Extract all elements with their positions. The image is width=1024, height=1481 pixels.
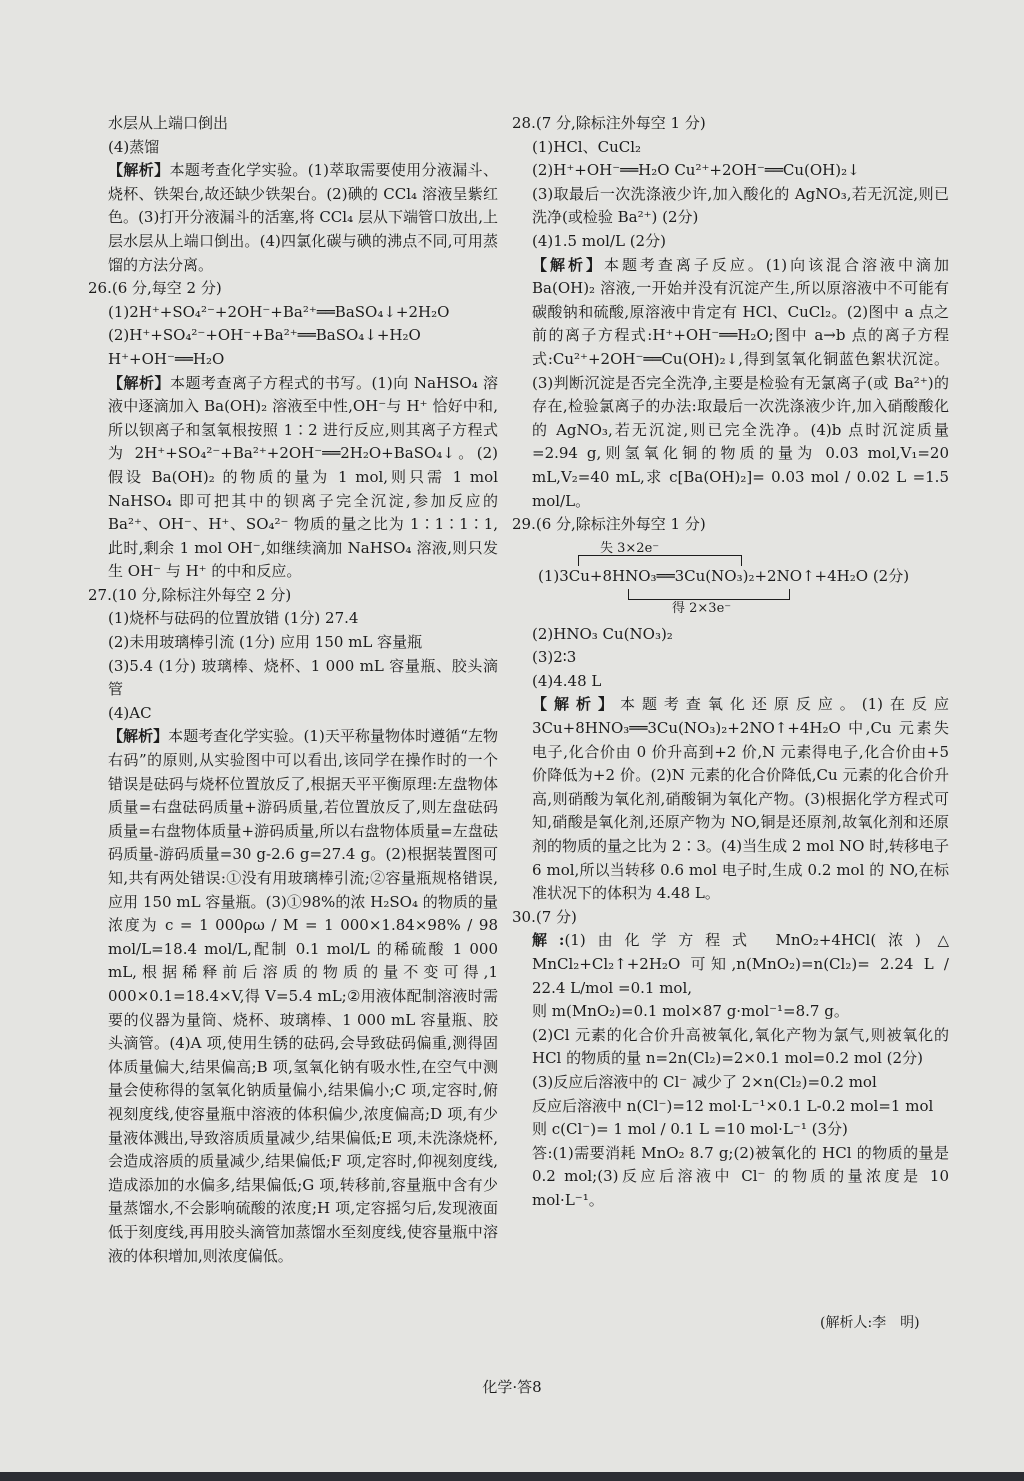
line-text: 答:(1)需要消耗 MnO₂ 8.7 g;(2)被氧化的 HCl 的物质的量是 0.2 mol;(3)反应后溶液中 Cl⁻ 的物质的量浓度是 10 mol·L⁻¹。 [532, 1143, 949, 1209]
line-text: 29.(6 分,除标注外每空 1 分) [512, 515, 706, 534]
line-text: (4)4.48 L [532, 671, 602, 690]
text-line [512, 1071, 949, 1095]
text-line [88, 136, 498, 160]
scan-edge [0, 1472, 1024, 1481]
line-text: 27.(10 分,除标注外每空 2 分) [88, 585, 292, 604]
text-line [512, 230, 949, 254]
text-line [512, 670, 949, 694]
line-text: (4)1.5 mol/L (2分) [532, 231, 666, 250]
text-line [88, 372, 498, 584]
text-line [512, 906, 949, 930]
text-line [512, 112, 949, 136]
text-line [88, 655, 498, 702]
text-line [88, 159, 498, 277]
line-text: 本题考查化学实验。(1)天平称量物体时遵循“左物右码”的原则,从实验图中可以看出,该同学在操作时的一个错误是砝码与烧杯位置放反了,根据天平平衡原理:左盘物体质量=右盘砝码质量+游码质量,若位置放反了,则左盘砝码质量=右盘物体质量+游码质量,所以右盘物体质量=左盘砝码质量-游码质量=30 g-2.6 g=27.4 g。(2)根据装置图可知,共有两处错误:①没有用玻璃棒引流;②容量瓶规格错误,应用 150 mL 容量瓶。(3)①98%的浓 H₂SO₄ 的物质的量浓度为 c = 1 000ρω / M = 1 000×1.84×98% / 98 mol/L=18.4 mol/L,配制 0.1 mol/L 的稀硫酸 1 000 mL,根据稀释前后溶质的物质的量不变可得,1 000×0.1=18.4×V,得 V=5.4 mL;②用液体配制溶液时需要的仪器为量筒、烧杯、玻璃棒、1 000 mL 容量瓶、胶头滴管。(4)A 项,使用生锈的砝码,会导致砝码偏重,测得固体质量偏大,结果偏高;B 项,氢氧化钠有吸水性,在空气中测量会使称得的氢氧化钠质量偏小,结果偏小;C 项,定容时,俯视刻度线,使容量瓶中溶液的体积偏少,浓度偏高;D 项,有少量液体溅出,导致溶质质量减少,结果偏低;E 项,未洗涤烧杯,会造成溶质的质量减少,结果偏低;F 项,定容时,仰视刻度线,造成添加的水偏多,结果偏低;G 项,转移前,容量瓶中含有少量蒸馏水,不会影响硫酸的浓度;H 项,定容摇匀后,发现液面低于刻度线,再用胶头滴管加蒸馏水至刻度线,使容量瓶中溶液的体积增加,则浓度偏低。 [108, 727, 498, 1265]
text-line [88, 702, 498, 726]
line-text: (3)取最后一次洗涤液少许,加入酸化的 AgNO₃,若无沉淀,则已洗净(或检验 Ba²⁺) (2分) [532, 184, 949, 227]
line-text: 水层从上端口倒出 [108, 114, 229, 132]
text-line [512, 623, 949, 647]
line-text: (4)AC [108, 703, 152, 722]
line-text: (3)反应后溶液中的 Cl⁻ 减少了 2×n(Cl₂)=0.2 mol [532, 1072, 877, 1091]
text-line [512, 1118, 949, 1142]
right-column-part-b [512, 623, 949, 1213]
line-text: 则 c(Cl⁻)= 1 mol / 0.1 L =10 mol·L⁻¹ (3分) [532, 1120, 848, 1139]
text-line [88, 348, 498, 372]
text-line [512, 513, 949, 537]
text-line [88, 607, 498, 631]
line-text: (3)2∶3 [532, 648, 577, 667]
right-column [512, 112, 949, 1213]
line-text: 则 m(MnO₂)=0.1 mol×87 g·mol⁻¹=8.7 g。 [532, 1002, 849, 1021]
electron-loss-label: 失 3×2e⁻ [600, 540, 660, 556]
line-text: H⁺+OH⁻══H₂O [108, 349, 225, 368]
line-text: (2)未用玻璃棒引流 (1分) 应用 150 mL 容量瓶 [108, 633, 423, 652]
analyst-credit: (解析人:李 明) [820, 1315, 920, 1331]
text-line [88, 277, 498, 301]
section-tag: 【解析】 [108, 373, 170, 392]
text-line [88, 631, 498, 655]
section-tag: 【解析】 [532, 255, 604, 274]
line-text: (1)2H⁺+SO₄²⁻+2OH⁻+Ba²⁺══BaSO₄↓+2H₂O [108, 302, 450, 321]
line-text: (2)H⁺+OH⁻══H₂O Cu²⁺+2OH⁻══Cu(OH)₂↓ [532, 161, 860, 180]
line-text: 26.(6 分,每空 2 分) [88, 279, 222, 298]
right-column-part-a [512, 112, 949, 537]
text-line [512, 1024, 949, 1071]
line-text: 本题考查氧化还原反应。(1)在反应 3Cu+8HNO₃══3Cu(NO₃)₂+2NO↑+4H₂O 中,Cu 元素失电子,化合价由 0 价升高到+2 价,N 元素得电子,化合价由+5 价降低为+2 价。(2)N 元素的化合价降低,Cu 元素的化合价升高,则硝酸为氧化剂,硝酸铜为氧化产物。(3)根据化学方程式可知,硝酸是氧化剂,还原产物为 NO,铜是还原剂,故氧化剂和还原剂的物质的量之比为 2∶3。(4)当生成 2 mol NO 时,转移电子 6 mol,所以当转移 0.6 mol 电子时,生成 0.2 mol 的 NO,在标准状况下的体积为 4.48 L。 [532, 695, 949, 903]
line-text: (2)H⁺+SO₄²⁻+OH⁻+Ba²⁺══BaSO₄↓+H₂O [108, 326, 421, 345]
line-text: (3)5.4 (1分) 玻璃棒、烧杯、1 000 mL 容量瓶、胶头滴管 [108, 656, 498, 699]
page-number: 化学·答8 [482, 1378, 542, 1396]
electron-transfer-diagram [512, 537, 949, 623]
text-line [88, 301, 498, 325]
line-text: 本题考查化学实验。(1)萃取需要使用分液漏斗、烧杯、铁架台,故还缺少铁架台。(2)碘的 CCl₄ 溶液呈紫红色。(3)打开分液漏斗的活塞,将 CCl₄ 层从下端管口放出,上层水层从上端口倒出。(4)四氯化碳与碘的沸点不同,可用蒸馏的方法分离。 [108, 161, 498, 274]
text-line [512, 254, 949, 514]
line-text: 本题考查离子反应。(1)向该混合溶液中滴加 Ba(OH)₂ 溶液,一开始并没有沉淀产生,所以原溶液中不可能有碳酸钠和硫酸,原溶液中肯定有 HCl、CuCl₂。(2)图中 a 点之前的离子方程式:H⁺+OH⁻══H₂O;图中 a→b 点的离子方程式:Cu²⁺+2OH⁻══Cu(OH)₂↓,得到氢氧化铜蓝色絮状沉淀。(3)判断沉淀是否完全洗净,主要是检验有无氯离子(或 Ba²⁺)的存在,检验氯离子的办法:取最后一次洗涤液少许,加入硝酸酸化的 AgNO₃,若无沉淀,则已完全洗净。(4)b 点时沉淀质量=2.94 g,则氢氧化铜的物质的量为 0.03 mol,V₁=20 mL,V₂=40 mL,求 c[Ba(OH)₂]= 0.03 mol / 0.02 L =1.5 mol/L。 [532, 255, 949, 510]
text-line [512, 693, 949, 905]
section-tag: 【解析】 [532, 695, 620, 714]
text-line [512, 1000, 949, 1024]
text-line [88, 584, 498, 608]
text-line [88, 112, 498, 136]
text-line [512, 929, 949, 1000]
left-column [88, 112, 498, 1268]
electron-gain-label: 得 2×3e⁻ [672, 600, 732, 616]
line-text: (2)HNO₃ Cu(NO₃)₂ [532, 624, 673, 643]
redox-equation: (1)3Cu+8HNO₃══3Cu(NO₃)₂+2NO↑+4H₂O (2分) [538, 566, 910, 585]
line-text: 反应后溶液中 n(Cl⁻)=12 mol·L⁻¹×0.1 L-0.2 mol=1 mol [532, 1096, 934, 1115]
text-line [88, 725, 498, 1268]
line-text: 28.(7 分,除标注外每空 1 分) [512, 114, 706, 132]
line-text: (4)蒸馏 [108, 137, 160, 156]
section-tag: 【解析】 [108, 161, 170, 180]
section-tag: 【解析】 [108, 727, 169, 746]
text-line [512, 646, 949, 670]
line-text: (1)烧杯与砝码的位置放错 (1分) 27.4 [108, 609, 359, 628]
text-line [512, 1142, 949, 1213]
section-tag: 解: [532, 931, 565, 950]
line-text: (1)HCl、CuCl₂ [532, 137, 642, 156]
line-text: (2)Cl 元素的化合价升高被氧化,氧化产物为氯气,则被氧化的 HCl 的物质的量 n=2n(Cl₂)=2×0.1 mol=0.2 mol (2分) [532, 1025, 949, 1068]
line-text: 本题考查离子方程式的书写。(1)向 NaHSO₄ 溶液中逐滴加入 Ba(OH)₂ 溶液至中性,OH⁻与 H⁺ 恰好中和,所以钡离子和氢氧根按照 1∶2 进行反应,则其离子方程式为 2H⁺+SO₄²⁻+Ba²⁺+2OH⁻══2H₂O+BaSO₄↓。(2)假设 Ba(OH)₂ 的物质的量为 1 mol,则只需 1 mol NaHSO₄ 即可把其中的钡离子完全沉淀,参加反应的 Ba²⁺、OH⁻、H⁺、SO₄²⁻ 物质的量之比为 1∶1∶1∶1,此时,剩余 1 mol OH⁻,如继续滴加 NaHSO₄ 溶液,则只发生 OH⁻ 与 H⁺ 的中和反应。 [108, 373, 498, 581]
text-line [512, 1095, 949, 1119]
text-line [88, 324, 498, 348]
text-line [512, 159, 949, 183]
line-text: 30.(7 分) [512, 907, 577, 926]
text-line [512, 183, 949, 230]
line-text: (1)由化学方程式 MnO₂+4HCl(浓) △ MnCl₂+Cl₂↑+2H₂O 可知,n(MnO₂)=n(Cl₂)= 2.24 L / 22.4 L/mol =0.1 mol, [532, 931, 949, 997]
text-line [512, 136, 949, 160]
